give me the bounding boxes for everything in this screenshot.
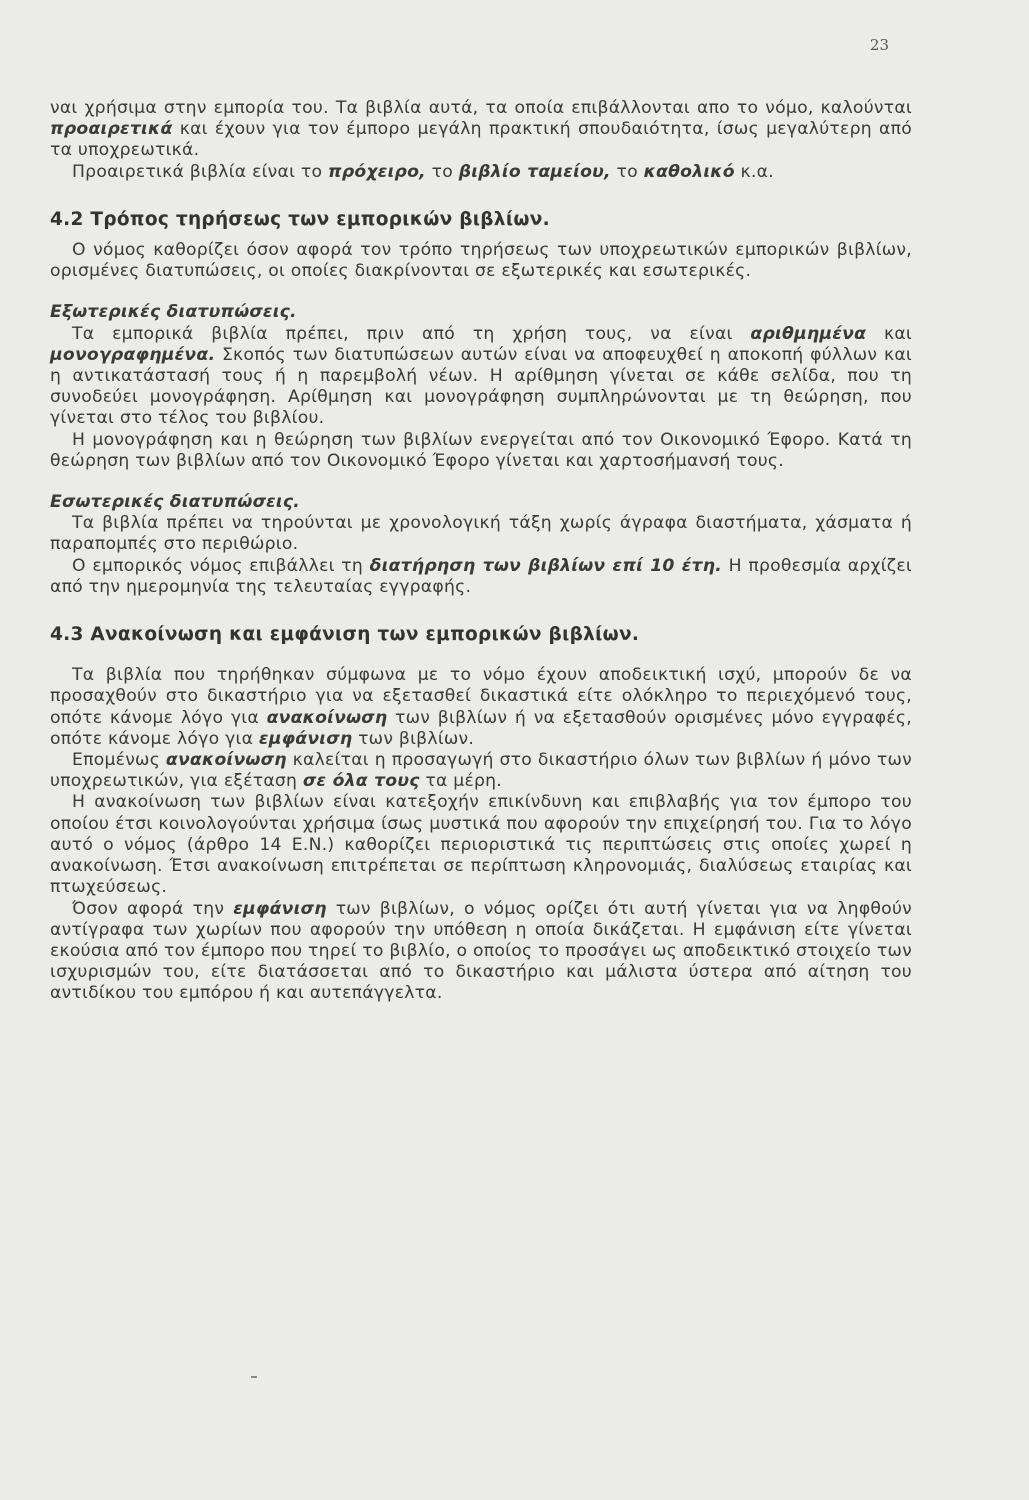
text-run: Τα βιβλία πρέπει να τηρούνται με χρονολογική τάξη χωρίς άγραφα διαστήματα, χάσματα ή παραπομπές στο περιθώριο.: [50, 513, 912, 555]
subsection-heading: Εσωτερικές διατυπώσεις.: [50, 492, 300, 513]
paragraph: [50, 98, 912, 162]
paragraph: [50, 240, 912, 282]
paragraph: [50, 750, 912, 792]
text-run: Όσον αφορά την: [72, 898, 234, 919]
emphasized-term: εμφάνιση: [258, 728, 353, 749]
text-run: καλείται η προσαγωγή στο δικαστήριο όλων των βιβλίων ή μόνο των υποχρεωτικών, για εξέταση: [50, 750, 912, 792]
emphasized-term: μονογραφημένα.: [50, 344, 216, 365]
emphasized-term: ανακοίνωση: [266, 707, 388, 728]
text-run: το: [425, 161, 459, 182]
text-run: το: [610, 161, 644, 182]
text-run: Ο εμπορικός νόμος επιβάλλει τη: [72, 555, 370, 576]
text-run: και: [866, 323, 912, 344]
paragraph: [50, 899, 912, 1005]
text-run: Επομένως: [72, 750, 166, 771]
text-run: των βιβλίων, ο νόμος ορίζει ότι αυτή γίνεται για να ληφθούν αντίγραφα των χωρίων που αφορούν την υπόθεση η οποία δικάζεται. Η εμφάνιση είτε γίνεται εκούσια από τον έμπορο που τηρεί το βιβλίο, ο οποίος το προσάγει ως αποδεικτικό στοιχείο των ισχυρισμών του, είτε διατάσσεται από το δικαστήριο και μάλιστα ύστερα από αίτηση του αντιδίκου του εμπόρου ή και αυτεπάγγελτα.: [50, 898, 912, 1004]
emphasized-term: διατήρηση των βιβλίων επί 10 έτη.: [369, 555, 723, 576]
emphasized-term: πρόχειρο,: [327, 161, 426, 182]
text-run: Η μονογράφηση και η θεώρηση των βιβλίων ενεργείται από τον Οικονομικό Έφορο. Κατά τη θεώρηση των βιβλίων από τον Οικονομικό Έφορο γίνεται και χαρτοσήμανσή τους.: [50, 429, 912, 471]
emphasized-term: καθολικό: [643, 161, 735, 182]
paragraph: [50, 430, 912, 472]
emphasized-term: βιβλίο ταμείου,: [458, 161, 611, 182]
subsection-heading: Εξωτερικές διατυπώσεις.: [50, 302, 297, 323]
text-run: Η προθεσμία αρχίζει από την ημερομηνία της τελευταίας εγγραφής.: [50, 555, 912, 597]
paragraph: [50, 324, 912, 430]
text-run: Τα εμπορικά βιβλία πρέπει, πριν από τη χρήση τους, να είναι: [72, 323, 751, 344]
paragraph: [50, 792, 912, 898]
text-run: τα μέρη.: [419, 771, 503, 792]
paragraph: [50, 162, 912, 183]
emphasized-term: εμφάνιση: [233, 898, 327, 919]
section-heading: 4.2 Τρόπος τηρήσεως των εμπορικών βιβλίων.: [50, 208, 550, 230]
page-body: [50, 98, 912, 1005]
text-run: Ο νόμος καθορίζει όσον αφορά τον τρόπο τηρήσεως των υποχρεωτικών εμπορικών βιβλίων, ορισμένες διατυπώσεις, οι οποίες διακρίνονται σε εξωτερικές και εσωτερικές.: [50, 240, 912, 282]
paragraph: [50, 556, 912, 598]
emphasized-term: προαιρετικά: [50, 119, 173, 140]
text-run: Τα βιβλία που τηρήθηκαν σύμφωνα με το νόμο έχουν αποδεικτική ισχύ, μπορούν δε να προσαχθούν στο δικαστήριο για να εξετασθεί δικαστικά είτε ολόκληρο το περιεχόμενό τους, οπότε κάνομε λόγο για: [50, 665, 912, 728]
paragraph: [50, 665, 912, 750]
stray-mark: [251, 1376, 257, 1378]
text-run: των βιβλίων ή να εξετασθούν ορισμένες μόνο εγγραφές, οπότε κάνομε λόγο για: [50, 707, 912, 749]
page-number: 23: [869, 36, 889, 54]
text-run: και έχουν για τον έμπορο μεγάλη πρακτική σπουδαιότητα, ίσως μεγαλύτερη από τα υποχρεωτικά.: [50, 119, 912, 161]
emphasized-term: ανακοίνωση: [165, 750, 287, 771]
emphasized-term: αριθμημένα: [750, 323, 867, 344]
text-run: των βιβλίων.: [352, 728, 475, 749]
section-heading: 4.3 Ανακοίνωση και εμφάνιση των εμπορικών βιβλίων.: [50, 624, 640, 646]
paragraph: [50, 513, 912, 555]
text-run: Προαιρετικά βιβλία είναι το: [72, 161, 328, 182]
emphasized-term: σε όλα τους: [302, 771, 420, 792]
text-run: Σκοπός των διατυπώσεων αυτών είναι να αποφευχθεί η αποκοπή φύλλων και η αντικατάστασή τους ή η παρεμβολή νέων. Η αρίθμηση γίνεται σε κάθε σελίδα, που τη συνοδεύει μονογράφηση. Αρίθμηση και μονογράφηση συμπληρώνονται με τη θεώρηση, που γίνεται στο τέλος του βιβλίου.: [50, 344, 912, 429]
text-run: Η ανακοίνωση των βιβλίων είναι κατεξοχήν επικίνδυνη και επιβλαβής για τον έμπορο του οποίου έτσι κοινολογούνται χρήσιμα ίσως μυστικά που αφορούν την επιχείρησή του. Για το λόγο αυτό ο νόμος (άρθρο 14 Ε.Ν.) καθορίζει περιοριστικά τις περιπτώσεις στις οποίες χωρεί η ανακοίνωση. Έτσι ανακοίνωση επιτρέπεται σε περίπτωση κληρονομιάς, διαλύσεως εταιρίας και πτωχεύσεως.: [50, 792, 912, 898]
text-run: ναι χρήσιμα στην εμπορία του. Τα βιβλία αυτά, τα οποία επιβάλλονται απο το νόμο, καλούνται: [50, 98, 912, 118]
text-run: κ.α.: [734, 161, 774, 182]
